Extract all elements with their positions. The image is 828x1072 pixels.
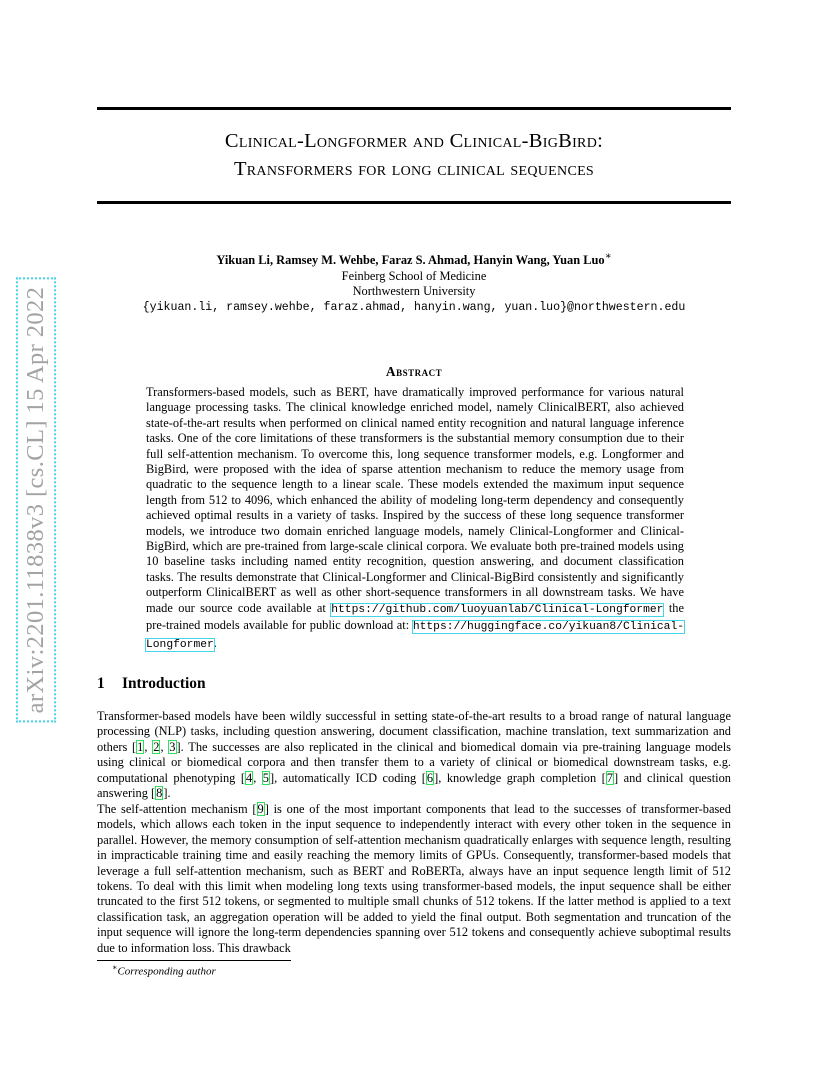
citation-link[interactable]: 4 <box>245 770 253 785</box>
text: ], knowledge graph completion [ <box>434 770 606 785</box>
text: ], automatically ICD coding [ <box>270 770 426 785</box>
title-rule-top <box>97 107 731 110</box>
text: , <box>253 770 262 785</box>
text: , <box>144 739 153 754</box>
abstract-body <box>146 385 684 653</box>
footnote-rule <box>97 960 291 961</box>
text: The self-attention mechanism [ <box>97 802 257 816</box>
abstract-heading: Abstract <box>385 364 443 379</box>
paper-title <box>97 127 731 183</box>
abstract-text: Transformers-based models, such as BERT, have dramatically improved performance for various natural language processing tasks. The clinical knowledge enriched model, namely ClinicalBERT, also achieved state-of-the-art results when performed on clinical named entity recognition and natural language inference tasks. One of the core limitations of these transformers is the substantial memory consumption due to their full self-attention mechanism. To overcome this, long sequence transformer models, e.g. Longformer and BigBird, were proposed with the idea of sparse attention mechanism to reduce the memory usage from quadratic to the sequence length to a linear scale. These models extended the maximum input sequence length from 512 to 4096, which enhanced the ability of modeling long-term dependency and consequently achieved optimal results in a variety of tasks. Inspired by the success of these long sequence transformer models, we introduce two domain enriched language models, namely Clinical-Longformer and Clinical-BigBird, which are pre-trained from large-scale clinical corpora. We evaluate both pre-trained models using 10 baseline tasks including named entity recognition, question answering, and document classification tasks. The results demonstrate that Clinical-Longformer and Clinical-BigBird consistently and significantly outperform ClinicalBERT as well as other short-sequence transformers in all downstream tasks. We have made our source code available at <box>146 385 684 615</box>
citation-link[interactable]: 1 <box>137 739 144 754</box>
text: ]. The successes are also replicated in the clinical and biomedical domain via pre-training language models using clinical or biomedical corpora and then transfer them to a variety of clinical or biomedical downstream tasks, e.g. computational phenotyping [ <box>97 739 731 785</box>
author-block <box>97 249 731 315</box>
author-emails: {yikuan.li, ramsey.wehbe, faraz.ahmad, hanyin.wang, yuan.luo}@northwestern.edu <box>142 300 686 314</box>
abstract-text-end: . <box>213 635 217 650</box>
text: ] is one of the most important components that lead to the successes of transformer-based models, which allows each token in the input sequence to independently interact with every other token in the sequence in parallel. However, the memory consumption of self-attention mechanism quadratically enlarges with sequence length, resulting in impracticable training time and easily reaching the memory limits of GPUs. Consequently, transformer-based models that leverage a full self-attention mechanism, such as BERT and RoBERTa, always have an input sequence length limit of 512 tokens. To deal with this limit when modeling long texts using transformer-based models, the input sequence shall be either truncated to the first 512 tokens, or segmented to multiple small chunks of 512 tokens. If the latter method is applied to a text classification task, an aggregation operation will be added to yield the final output. Both segmentation and truncation of the input sequence will ignore the long-term dependencies spanning over 512 tokens and consequently achieve suboptimal results due to information loss. This drawback <box>97 802 731 955</box>
text: ]. <box>163 786 171 801</box>
section-title: Introduction <box>122 675 206 692</box>
citation-link[interactable]: 3 <box>169 739 176 754</box>
citation-link[interactable]: 7 <box>606 770 613 785</box>
university: Northwestern University <box>352 284 476 299</box>
intro-paragraph-1 <box>97 709 731 801</box>
author-names: Yikuan Li, Ramsey M. Wehbe, Faraz S. Ahmad, Hanyin Wang, Yuan Luo <box>216 253 605 268</box>
arxiv-identifier-link[interactable]: arXiv:2201.11838v3 [cs.CL] 15 Apr 2022 <box>19 281 53 720</box>
text: Transformer-based models have been wildly successful in setting state-of-the-art results to a broad range of natural language processing (NLP) tasks, including question answering, document classification, machine translation, text summarization and others [ <box>97 709 731 754</box>
text: , <box>160 739 169 754</box>
citation-link[interactable]: 6 <box>426 770 434 785</box>
citation-link[interactable]: 8 <box>156 786 163 801</box>
section-heading-introduction <box>97 675 206 693</box>
citation-link[interactable]: 2 <box>153 739 160 754</box>
intro-paragraph-2 <box>97 802 731 956</box>
citation-link[interactable]: 9 <box>257 802 264 816</box>
section-number: 1 <box>97 675 105 692</box>
text: ] and clinical question answering [ <box>97 770 731 801</box>
abstract-text-mid: the pre-trained models available for public download at: <box>146 600 684 633</box>
title-line-1: Clinical-Longformer and Clinical-BigBird: <box>224 130 604 152</box>
huggingface-link[interactable]: https://huggingface.co/yikuan8/Clinical-Longformer <box>146 621 684 651</box>
title-line-2: Transformers for long clinical sequences <box>233 158 595 180</box>
github-link[interactable]: https://github.com/luoyuanlab/Clinical-Longformer <box>331 603 664 616</box>
affiliation: Feinberg School of Medicine <box>341 268 487 283</box>
footnote <box>112 963 216 978</box>
title-rule-bottom <box>97 201 731 204</box>
citation-link[interactable]: 5 <box>262 770 269 785</box>
footnote-text: Corresponding author <box>117 965 216 978</box>
footnote-mark: ∗ <box>112 963 118 972</box>
corresponding-mark: ∗ <box>604 251 612 262</box>
